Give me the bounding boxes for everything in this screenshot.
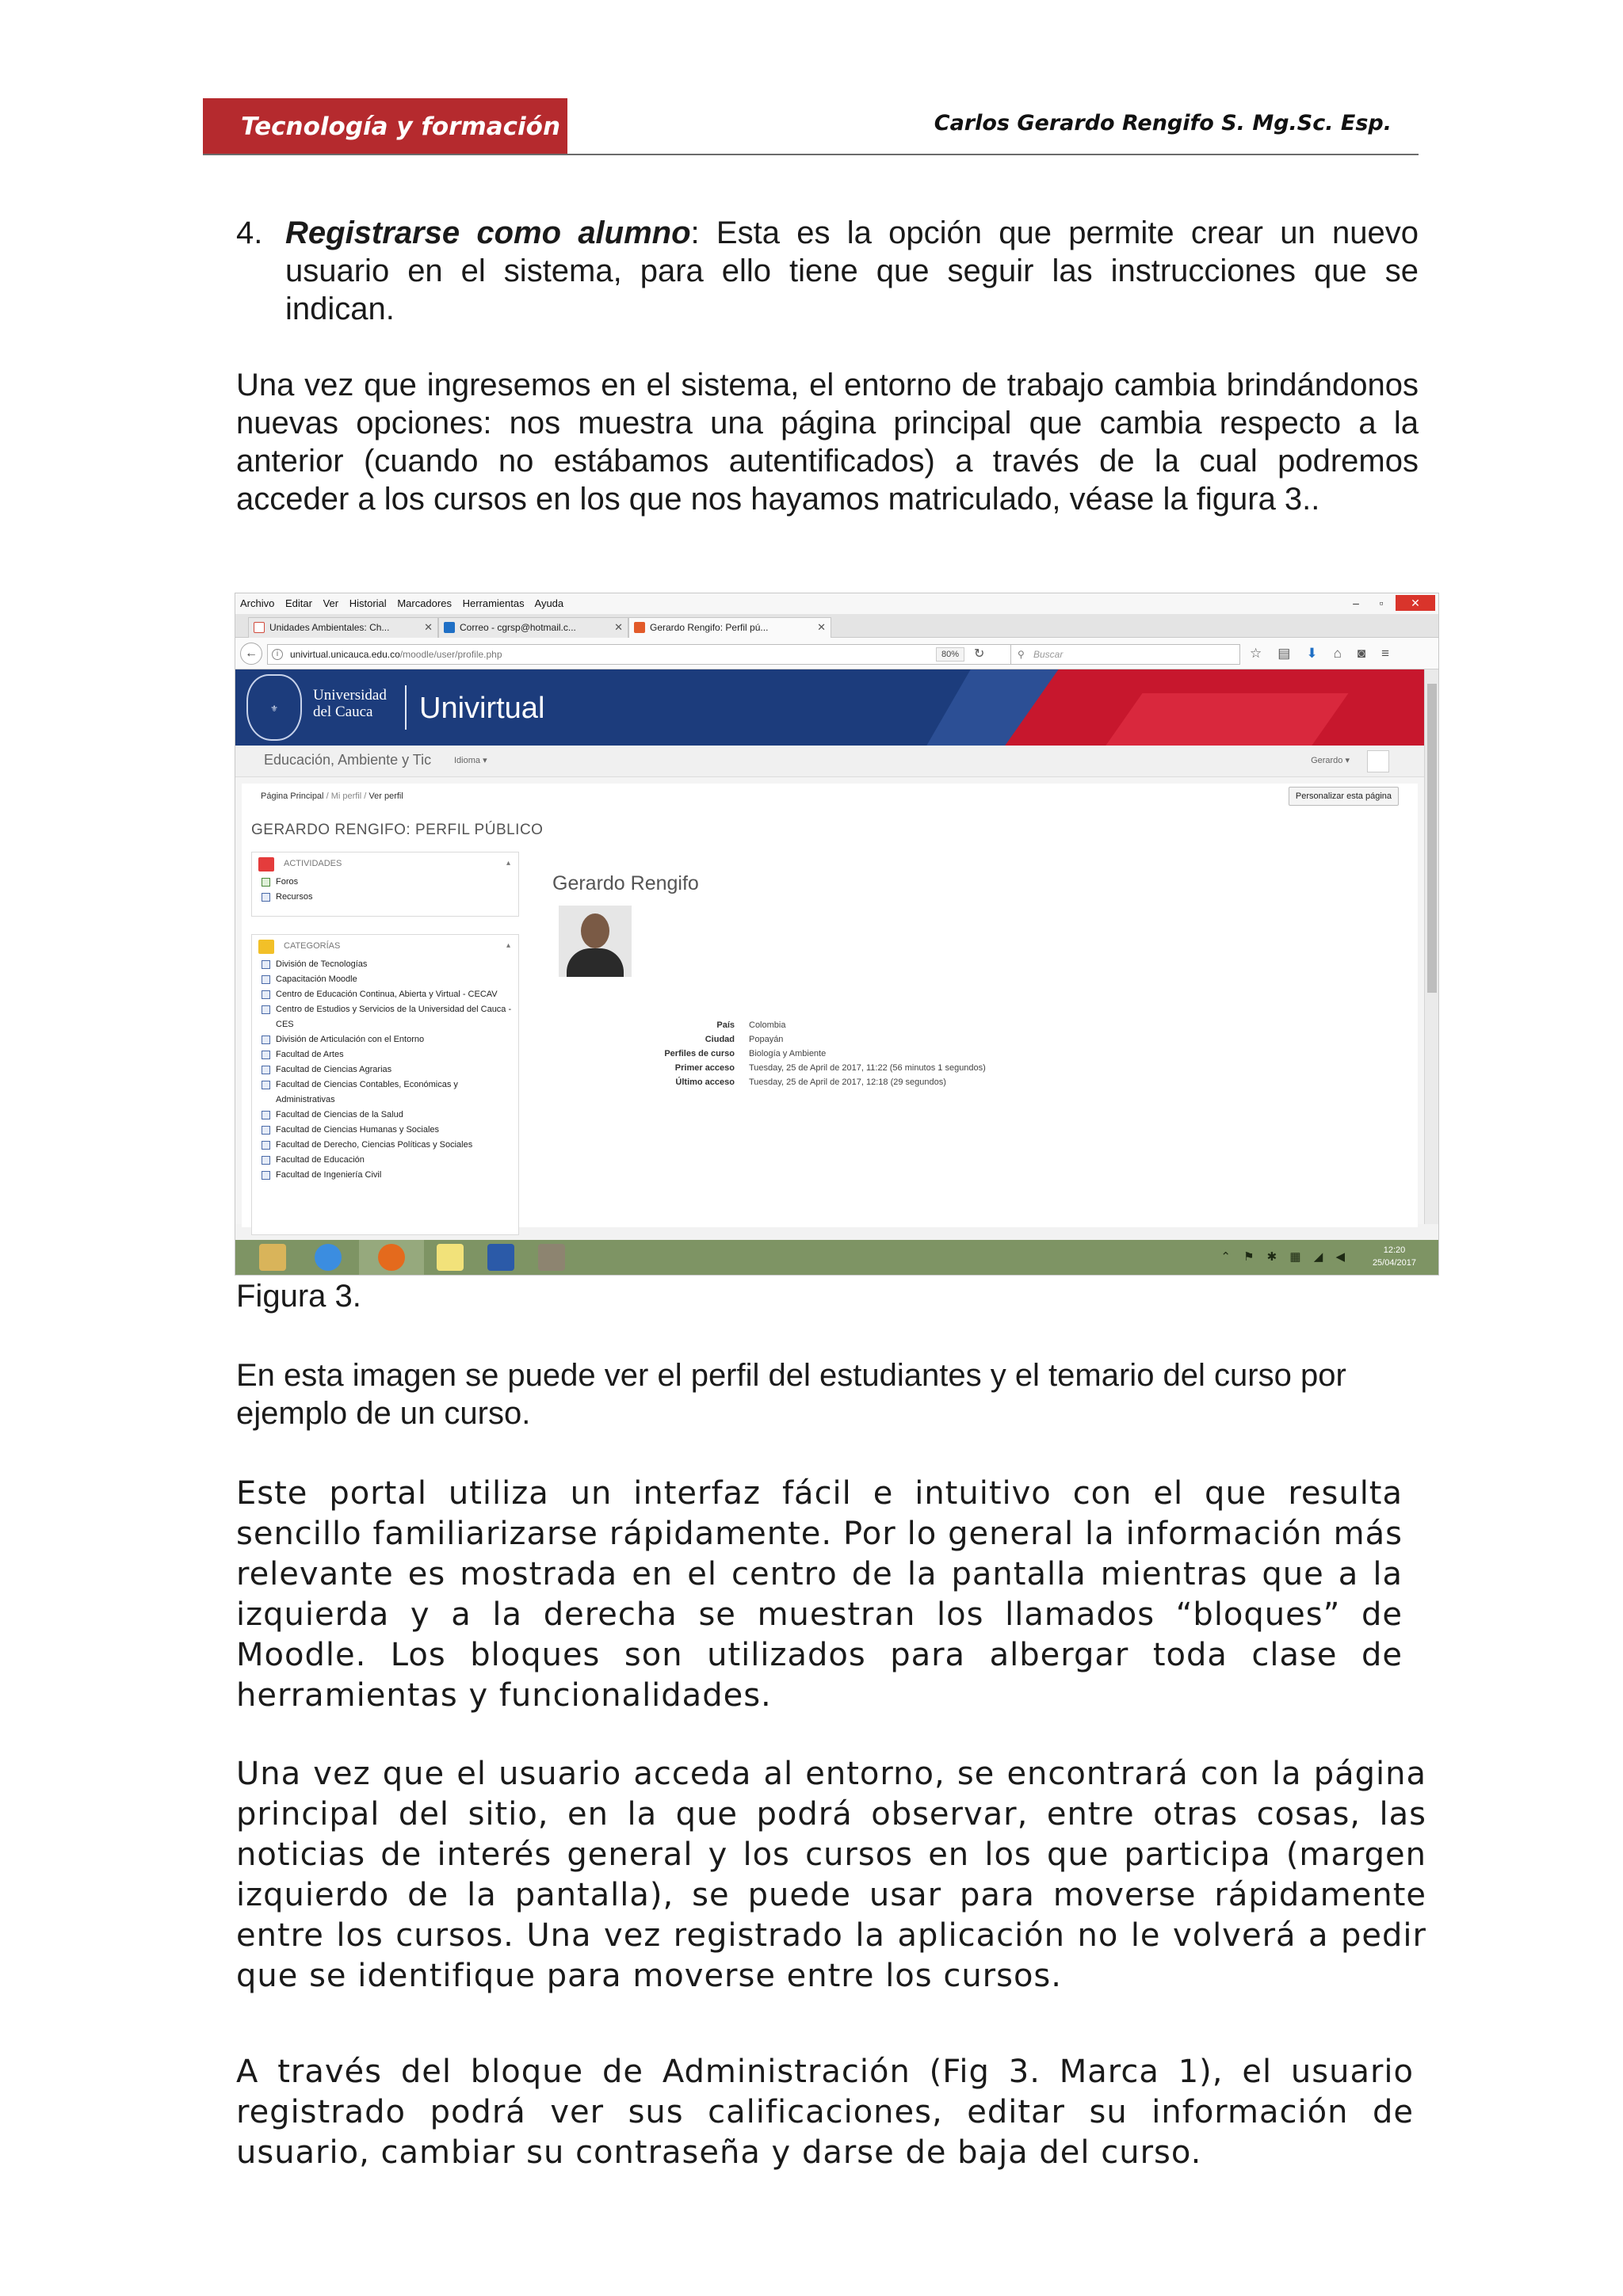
restore-icon[interactable]: ▫ — [1379, 597, 1384, 609]
list-item-body — [285, 214, 1419, 328]
system-tray-icons[interactable]: ⌃ ⚑ ✱ ▦ ◢ ◀ — [1220, 1250, 1350, 1264]
detail-key: Ciudad — [705, 1035, 735, 1044]
user-menu[interactable]: Gerardo ▾ — [1311, 756, 1350, 765]
detail-row — [590, 1075, 986, 1089]
profile-details — [590, 1018, 986, 1089]
outlook-icon — [444, 622, 455, 633]
block-header[interactable] — [252, 935, 518, 957]
list-item[interactable] — [260, 875, 514, 890]
tab-close-icon[interactable]: ✕ — [817, 621, 826, 633]
list-item-label: Facultad de Educación — [276, 1155, 365, 1165]
list-item[interactable] — [260, 890, 514, 905]
list-item-emphasis: Registrarse como alumno — [285, 215, 691, 250]
search-placeholder: Buscar — [1033, 649, 1064, 660]
list-item[interactable] — [260, 1032, 514, 1047]
resource-icon — [262, 893, 270, 902]
folder-icon — [262, 1126, 270, 1135]
detail-key: Último acceso — [675, 1077, 735, 1087]
bookmark-star-icon[interactable]: ☆ — [1250, 646, 1262, 661]
list-item-label: Centro de Educación Continua, Abierta y Virtual - CECAV — [276, 990, 498, 999]
list-item-label: Facultad de Ciencias de la Salud — [276, 1110, 403, 1119]
url-host: univirtual.unicauca.edu.co — [290, 649, 400, 660]
site-banner — [235, 669, 1424, 746]
paragraph-figure-note: En esta imagen se puede ver el perfil del estudiantes y el temario del curso por ejemplo de un curso. — [236, 1358, 1346, 1431]
figure-caption: Figura 3. — [236, 1279, 361, 1314]
collapse-icon[interactable]: ▴ — [506, 941, 510, 950]
course-name[interactable]: Educación, Ambiente y Tic — [264, 752, 432, 768]
folder-icon — [262, 1171, 270, 1180]
categories-icon — [258, 940, 274, 954]
url-path: /moodle/user/profile.php — [399, 649, 502, 660]
figure-screenshot — [235, 593, 1439, 1276]
folder-icon — [262, 990, 270, 999]
breadcrumb-home[interactable]: Página Principal — [261, 791, 324, 801]
activities-list — [252, 875, 518, 910]
detail-value: Popayán — [749, 1035, 784, 1044]
list-item[interactable] — [260, 987, 514, 1002]
url-bar[interactable] — [267, 644, 1015, 665]
list-item-text: : Esta es la opción que permite crear un nuevo usuario en el sistema, para ello tiene que seguir las instrucciones que se indican. — [285, 215, 1419, 326]
sticky-notes-icon[interactable] — [437, 1244, 464, 1271]
detail-key: País — [716, 1020, 735, 1030]
site-navbar — [235, 746, 1424, 777]
detail-value: Colombia — [749, 1020, 786, 1030]
block-title: ACTIVIDADES — [284, 859, 342, 868]
collapse-icon[interactable]: ▴ — [506, 859, 510, 868]
toolbar-icons — [1250, 646, 1389, 662]
list-item-label: Centro de Estudios y Servicios de la Universidad del Cauca - CES — [276, 1005, 512, 1029]
taskbar-clock[interactable] — [1373, 1244, 1416, 1269]
tab-label: Correo - cgrsp@hotmail.c... — [460, 622, 576, 633]
back-icon[interactable]: ← — [240, 643, 262, 665]
page-title: GERARDO RENGIFO: PERFIL PÚBLICO — [251, 822, 544, 838]
zoom-level[interactable]: 80% — [936, 647, 964, 662]
folder-icon — [262, 1005, 270, 1014]
clock-time: 12:20 — [1383, 1245, 1406, 1255]
detail-row — [590, 1047, 986, 1061]
banner-separator — [405, 685, 407, 730]
list-item-label: Facultad de Ciencias Contables, Económicas y Administrativas — [276, 1080, 458, 1104]
forum-icon — [262, 878, 270, 887]
tab-perfil[interactable] — [628, 617, 831, 638]
folder-icon — [262, 1035, 270, 1044]
banner-stripe-light — [1103, 693, 1348, 746]
paragraph-entorno: Una vez que el usuario acceda al entorno, se encontrará con la página principal del sitio, en la que podrá observar, entre otras cosas, las noticias de interés general y los cursos en los que participa (margen izquierdo de la pantalla), se puede usar para moverse rápidamente entre los cursos. Una vez registrado la aplicación no le volverá a pedir que se identifique para moverse entre los cursos. — [236, 1756, 1426, 1994]
menu-editar[interactable]: Editar — [285, 597, 312, 609]
list-item-label: División de Tecnologías — [276, 959, 368, 969]
info-icon[interactable]: i — [272, 649, 283, 660]
university-seal-icon: ⚜ — [246, 674, 302, 741]
tab-label: Gerardo Rengifo: Perfil pú... — [650, 622, 769, 633]
menu-ayuda[interactable]: Ayuda — [534, 597, 564, 609]
minimize-icon[interactable]: – — [1353, 597, 1359, 609]
block-title: CATEGORÍAS — [284, 941, 341, 951]
folder-icon — [262, 1141, 270, 1150]
detail-key: Primer acceso — [674, 1063, 735, 1073]
activities-icon — [258, 857, 274, 871]
file-explorer-icon[interactable] — [259, 1244, 286, 1271]
tab-close-icon[interactable]: ✕ — [424, 621, 433, 633]
list-item[interactable] — [260, 1168, 514, 1183]
menu-ver[interactable]: Ver — [323, 597, 339, 609]
moodle-site — [235, 669, 1424, 1224]
breadcrumb-current: Ver perfil — [369, 791, 403, 801]
list-item-label: Capacitación Moodle — [276, 974, 357, 984]
page-content — [242, 784, 1418, 1227]
detail-value[interactable]: Biología y Ambiente — [749, 1049, 827, 1058]
breadcrumb — [261, 791, 403, 801]
list-item[interactable] — [260, 1138, 514, 1153]
list-item-label: Facultad de Ciencias Humanas y Sociales — [276, 1125, 440, 1135]
hamburger-menu-icon[interactable]: ≡ — [1381, 646, 1390, 661]
breadcrumb-sep: / — [364, 791, 369, 801]
site-title[interactable]: Univirtual — [419, 692, 545, 725]
photo-head — [581, 913, 609, 948]
list-item[interactable] — [260, 1002, 514, 1032]
customize-page-button[interactable]: Personalizar esta página — [1289, 787, 1399, 806]
folder-icon — [262, 1081, 270, 1089]
firefox-icon[interactable] — [378, 1244, 405, 1271]
categories-list — [252, 957, 518, 1188]
detail-row — [590, 1018, 986, 1032]
list-item-4 — [236, 214, 1419, 328]
tab-close-icon[interactable]: ✕ — [614, 621, 623, 633]
detail-value: Tuesday, 25 de April de 2017, 11:22 (56 minutos 1 segundos) — [749, 1063, 986, 1073]
clock-date: 25/04/2017 — [1372, 1258, 1416, 1268]
word-icon[interactable] — [487, 1244, 514, 1271]
list-item-label: Facultad de Ciencias Agrarias — [276, 1065, 392, 1074]
list-item[interactable] — [260, 1123, 514, 1138]
list-item-label: Facultad de Derecho, Ciencias Políticas y Sociales — [276, 1140, 473, 1150]
list-item-label: Foros — [276, 877, 299, 887]
photo-body — [567, 948, 624, 977]
list-item[interactable] — [260, 1077, 514, 1108]
detail-row — [590, 1061, 986, 1075]
detail-row — [590, 1032, 986, 1047]
list-item[interactable] — [260, 1153, 514, 1168]
detail-key: Perfiles de curso — [664, 1049, 735, 1058]
avatar[interactable] — [1367, 750, 1389, 772]
paragraph-intro: Una vez que ingresemos en el sistema, el entorno de trabajo cambia brindándonos nuevas opciones: nos muestra una página principal que cambia respecto a la anterior (cuando no estábamos autentificados) a través de la cual podremos acceder a los cursos en los que nos hayamos matriculado, véase la figura 3.. — [236, 368, 1419, 517]
profile-name: Gerardo Rengifo — [552, 872, 699, 894]
reading-list-icon[interactable]: ▤ — [1277, 646, 1291, 661]
list-number: 4. — [236, 215, 263, 250]
block-categories — [251, 934, 519, 1235]
tab-unidades[interactable] — [248, 617, 438, 638]
block-activities — [251, 852, 519, 917]
list-item-label: División de Articulación con el Entorno — [276, 1035, 425, 1044]
user-label: Gerardo — [1311, 756, 1343, 765]
menu-marcadores[interactable]: Marcadores — [397, 597, 452, 609]
list-item[interactable] — [260, 1062, 514, 1077]
header-section-tag: Tecnología y formación — [203, 98, 567, 155]
university-line1: Universidad — [313, 687, 387, 704]
folder-icon — [262, 960, 270, 969]
language-label: Idioma — [454, 756, 481, 765]
window-controls — [1345, 595, 1435, 612]
moodle-icon — [634, 622, 645, 633]
list-item-label: Recursos — [276, 892, 313, 902]
windows-taskbar — [235, 1240, 1438, 1275]
home-icon[interactable]: ⌂ — [1333, 646, 1342, 661]
folder-icon — [262, 1066, 270, 1074]
breadcrumb-profile[interactable]: Mi perfil — [330, 791, 362, 801]
list-item-label: Facultad de Ingeniería Civil — [276, 1170, 382, 1180]
browser-navbar — [235, 638, 1438, 669]
reload-icon[interactable]: ↻ — [974, 647, 985, 661]
gimp-icon[interactable] — [538, 1244, 565, 1271]
page-scrollbar[interactable] — [1424, 669, 1438, 1224]
search-bar[interactable] — [1010, 644, 1240, 665]
close-window-icon[interactable]: ✕ — [1396, 595, 1435, 611]
folder-icon — [262, 1051, 270, 1059]
list-item-label: Facultad de Artes — [276, 1050, 344, 1059]
menu-archivo[interactable]: Archivo — [240, 597, 275, 609]
block-header[interactable] — [252, 852, 518, 875]
list-item[interactable] — [260, 1047, 514, 1062]
folder-icon — [262, 1156, 270, 1165]
browser-menubar — [235, 593, 1438, 614]
search-icon: ⚲ — [1018, 649, 1025, 660]
tab-label: Unidades Ambientales: Ch... — [269, 622, 390, 633]
folder-icon — [262, 975, 270, 984]
browser-tabbar — [235, 614, 1438, 638]
header-author: Carlos Gerardo Rengifo S. Mg.Sc. Esp. — [934, 111, 1392, 135]
internet-explorer-icon[interactable] — [315, 1244, 342, 1271]
download-icon[interactable]: ⬇ — [1306, 646, 1318, 661]
menu-historial[interactable]: Historial — [349, 597, 387, 609]
university-line2: del Cauca — [313, 704, 373, 720]
detail-value: Tuesday, 25 de April de 2017, 12:18 (29 segundos) — [749, 1077, 946, 1087]
paragraph-administracion: A través del bloque de Administración (Fig 3. Marca 1), el usuario registrado podrá ver sus calificaciones, editar su información de usuario, cambiar su contraseña y darse de baja del curso. — [236, 2054, 1414, 2171]
language-menu[interactable]: Idioma ▾ — [454, 756, 487, 765]
gmail-icon — [254, 622, 265, 633]
list-item[interactable] — [260, 972, 514, 987]
tab-correo[interactable] — [438, 617, 628, 638]
university-name — [313, 687, 387, 720]
header-rule — [203, 154, 1419, 155]
list-item[interactable] — [260, 957, 514, 972]
pocket-icon[interactable]: ◙ — [1357, 646, 1366, 661]
profile-photo — [559, 906, 632, 977]
paragraph-portal: Este portal utiliza un interfaz fácil e intuitivo con el que resulta sencillo familiarizarse rápidamente. Por lo general la información más relevante es mostrada en el centro de la pantalla mientras que a la izquierda y a la derecha se muestran los llamados “bloques” de Moodle. Los bloques son utilizados para albergar toda clase de herramientas y funcionalidades. — [236, 1475, 1403, 1714]
scrollbar-thumb[interactable] — [1427, 684, 1437, 993]
folder-icon — [262, 1111, 270, 1119]
list-item[interactable] — [260, 1108, 514, 1123]
menu-herramientas[interactable]: Herramientas — [462, 597, 525, 609]
breadcrumb-sep: / — [326, 791, 331, 801]
